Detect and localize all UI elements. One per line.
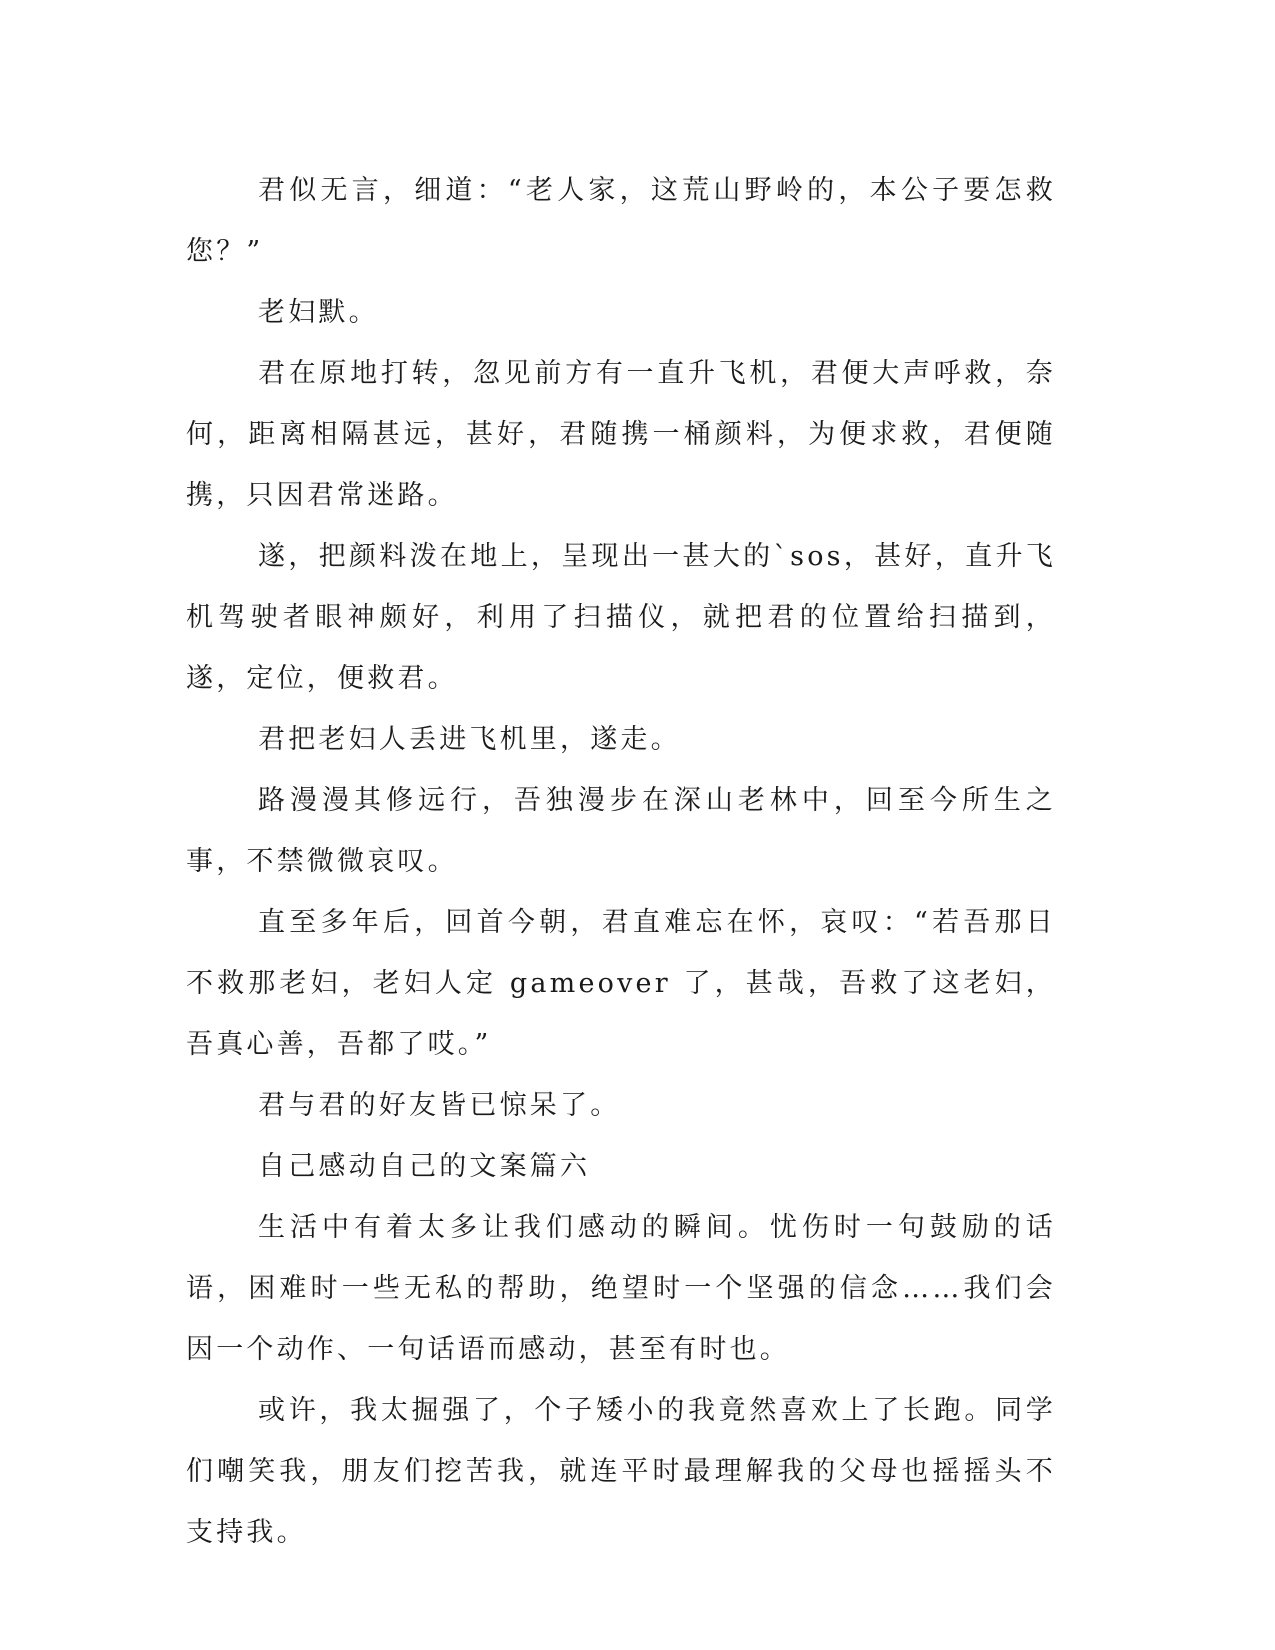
paragraph: 君似无言，细道：“老人家，这荒山野岭的，本公子要怎救您？” <box>186 175 1056 267</box>
paragraph: 路漫漫其修远行，吾独漫步在深山老林中，回至今所生之事，不禁微微哀叹。 <box>186 785 1056 877</box>
paragraph: 或许，我太掘强了，个子矮小的我竟然喜欢上了长跑。同学们嘲笑我，朋友们挖苦我，就连平时最理解我的父母也摇摇头不支持我。 <box>186 1395 1056 1548</box>
paragraph: 老妇默。 <box>258 297 379 328</box>
paragraph: 君与君的好友皆已惊呆了。 <box>258 1090 621 1121</box>
paragraph: 君在原地打转，忽见前方有一直升飞机，君便大声呼救，奈何，距离相隔甚远，甚好，君随携一桶颜料，为便求救，君便随携，只因君常迷路。 <box>186 358 1056 511</box>
paragraph: 君把老妇人丢进飞机里，遂走。 <box>258 724 681 755</box>
paragraph: 直至多年后，回首今朝，君直难忘在怀，哀叹：“若吾那日不救那老妇，老妇人定 gameover 了，甚哉，吾救了这老妇，吾真心善，吾都了哎。” <box>186 907 1056 1060</box>
section-heading: 自己感动自己的文案篇六 <box>258 1151 591 1182</box>
document-body <box>186 160 1056 1563</box>
paragraph: 生活中有着太多让我们感动的瞬间。忧伤时一句鼓励的话语，困难时一些无私的帮助，绝望时一个坚强的信念……我们会因一个动作、一句话语而感动，甚至有时也。 <box>186 1212 1056 1365</box>
paragraph: 遂，把颜料泼在地上，呈现出一甚大的`sos，甚好，直升飞机驾驶者眼神颇好，利用了扫描仪，就把君的位置给扫描到，遂，定位，便救君。 <box>186 541 1056 694</box>
